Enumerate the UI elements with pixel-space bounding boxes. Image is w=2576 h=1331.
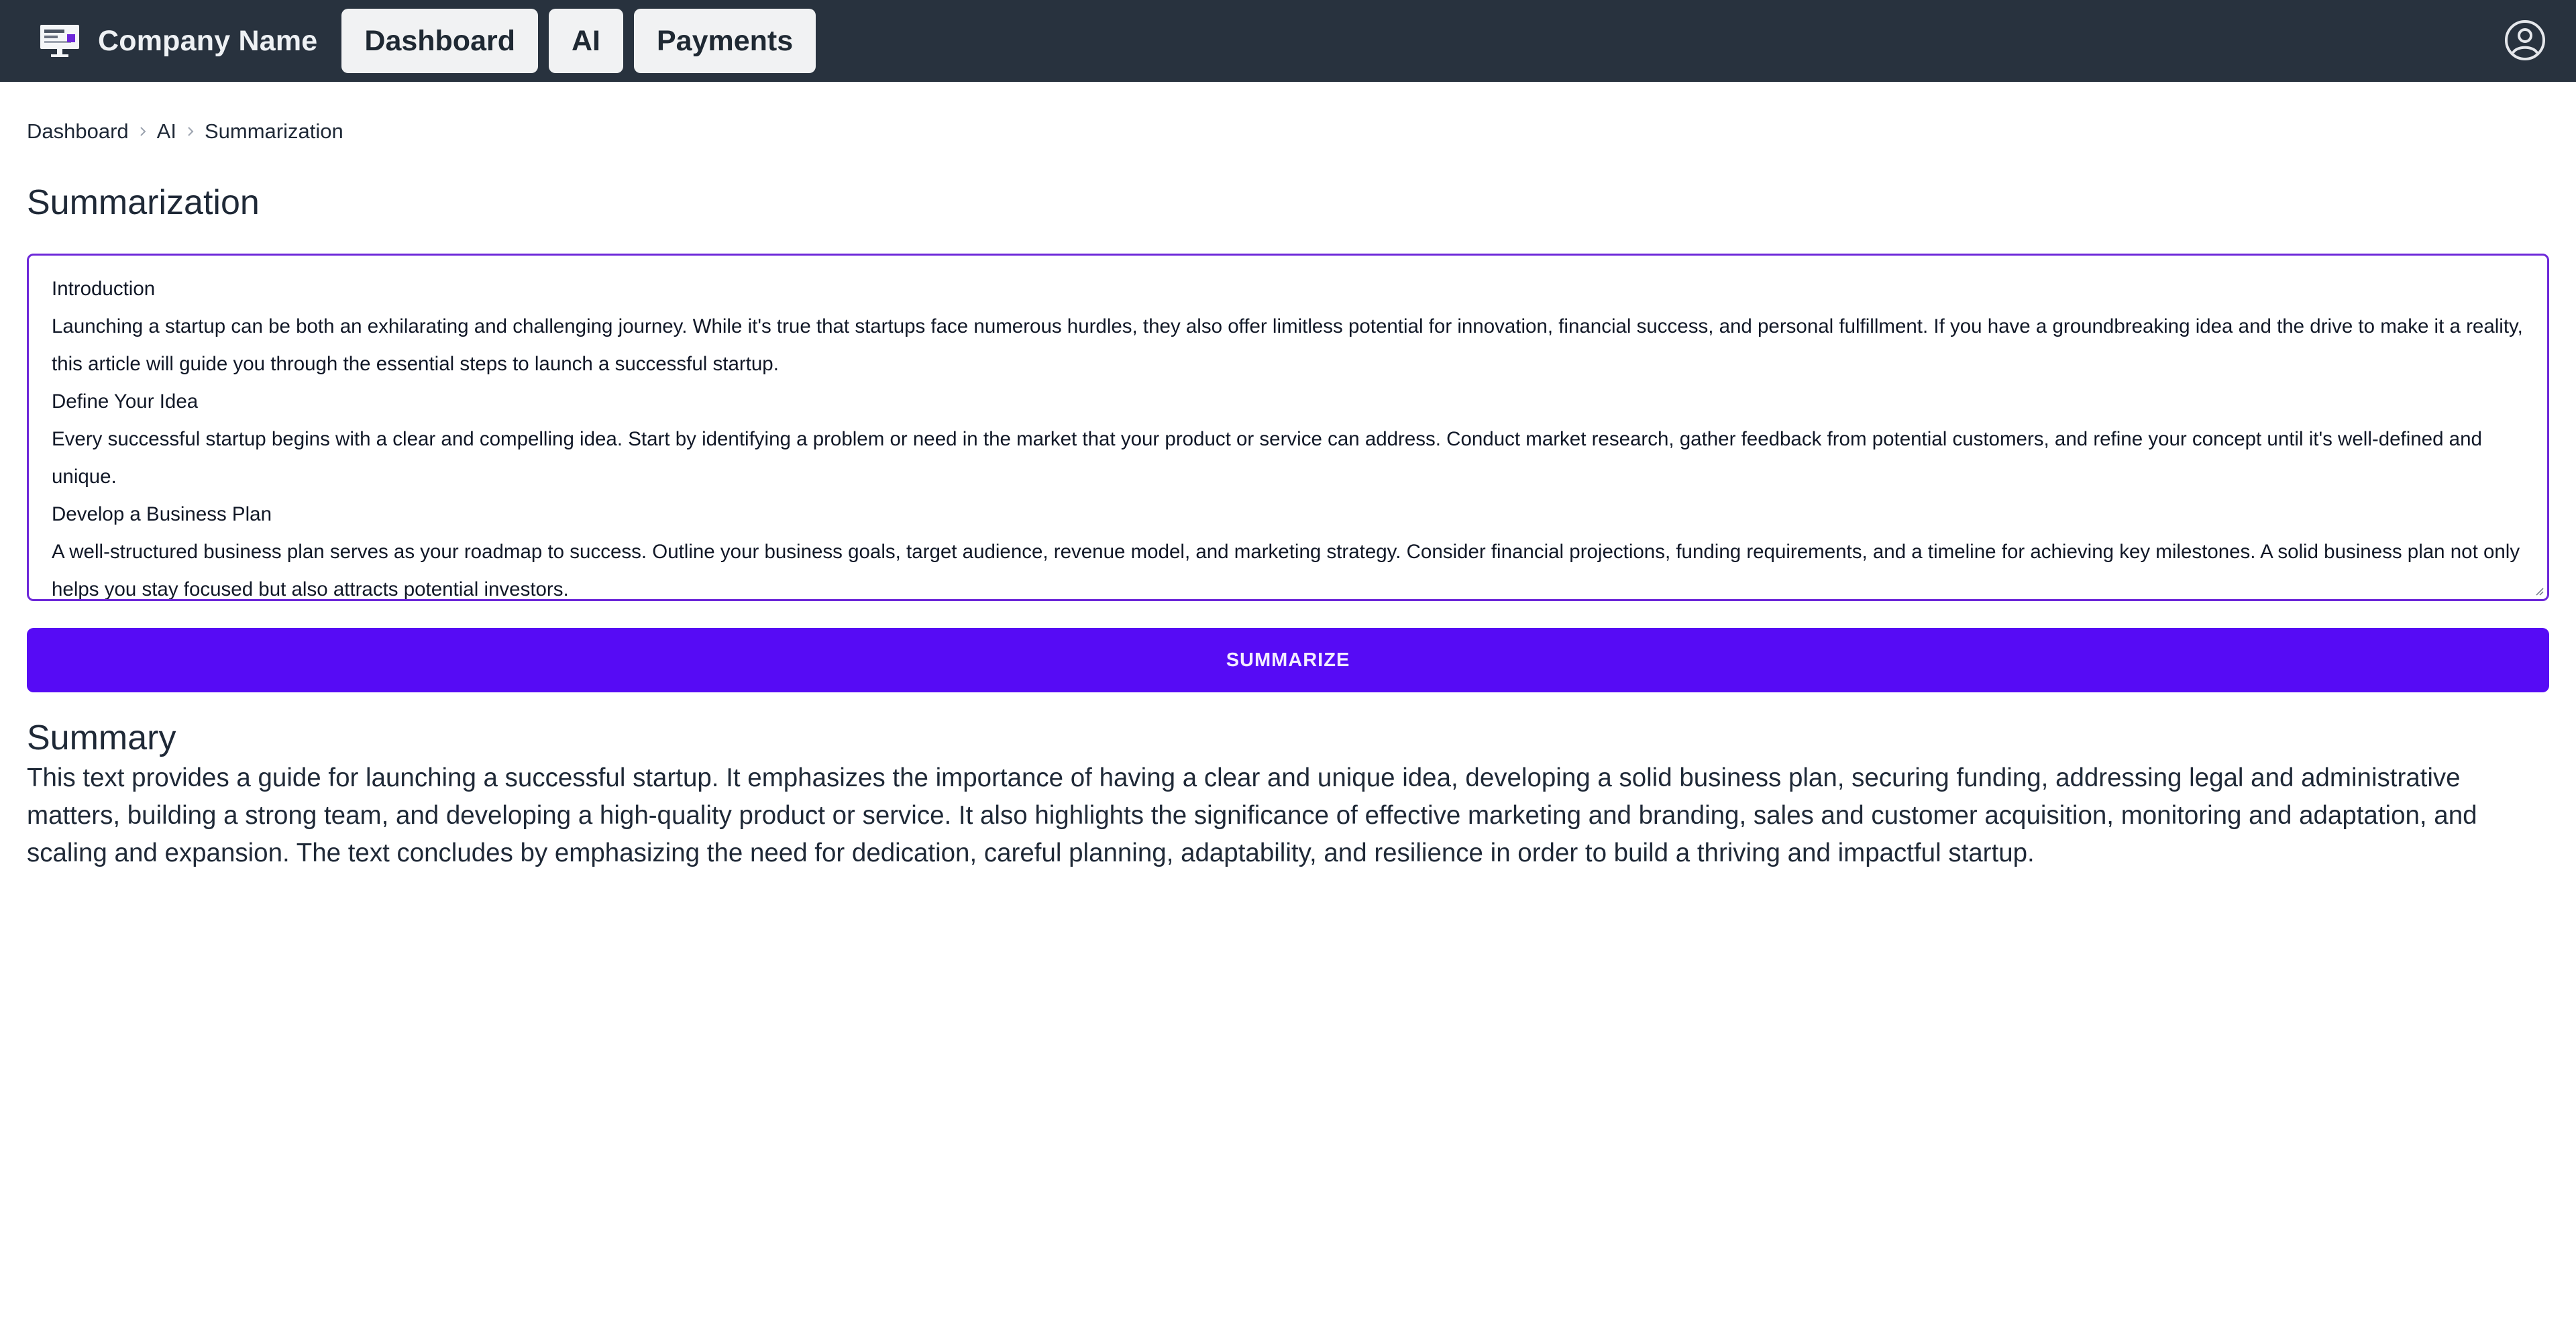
input-line: Define Your Idea	[52, 390, 199, 413]
input-textarea[interactable]	[27, 254, 2549, 601]
input-line: Every successful startup begins with a clear and compelling idea. Start by identifying a problem or need in the market that your product or service can address. Conduct market research, gather feedback from potential customers, and refine your concept until it's well-defined and unique.	[52, 428, 2482, 488]
summarize-button[interactable]: SUMMARIZE	[27, 628, 2549, 692]
breadcrumb	[27, 119, 343, 144]
summary-text: This text provides a guide for launching a successful startup. It emphasizes the importance of having a clear and unique idea, developing a solid business plan, securing funding, addressing legal and administrative matters, building a strong team, and developing a high-quality product or service. It also highlights the significance of effective marketing and branding, sales and customer acquisition, monitoring and adaptation, and scaling and expansion. The text concludes by emphasizing the need for dedication, careful planning, adaptability, and resilience in order to build a thriving and impactful startup.	[27, 763, 2477, 867]
input-line: Develop a Business Plan	[52, 503, 272, 525]
breadcrumb-summarization: Summarization	[204, 119, 343, 143]
user-circle-icon[interactable]	[2504, 19, 2546, 62]
summary-heading: Summary	[27, 718, 176, 757]
brand[interactable]	[39, 23, 317, 58]
nav-tab-payments[interactable]: Payments	[634, 9, 816, 73]
chevron-right-icon	[176, 121, 205, 142]
breadcrumb-ai[interactable]: AI	[156, 119, 176, 143]
resize-handle-icon[interactable]	[2532, 584, 2544, 596]
page-title: Summarization	[27, 183, 260, 222]
breadcrumb-dashboard[interactable]: Dashboard	[27, 119, 129, 143]
main-nav	[341, 9, 816, 73]
input-line: Introduction	[52, 278, 156, 300]
monitor-logo-icon	[39, 23, 80, 58]
nav-tab-ai[interactable]: AI	[549, 9, 623, 73]
input-line: Launching a startup can be both an exhilarating and challenging journey. While it's true that startups face numerous hurdles, they also offer limitless potential for innovation, financial success, and personal fulfillment. If you have a groundbreaking idea and the drive to make it a reality, this article will guide you through the essential steps to launch a successful startup.	[52, 315, 2523, 375]
top-navbar	[0, 0, 2576, 82]
nav-tab-dashboard[interactable]: Dashboard	[341, 9, 538, 73]
brand-name: Company Name	[98, 24, 318, 57]
input-line: A well-structured business plan serves as your roadmap to success. Outline your business goals, target audience, revenue model, and marketing strategy. Consider financial projections, funding requirements, and a timeline for achieving key milestones. A solid business plan not only helps you stay focused but also attracts potential investors.	[52, 541, 2520, 600]
chevron-right-icon	[129, 121, 157, 142]
